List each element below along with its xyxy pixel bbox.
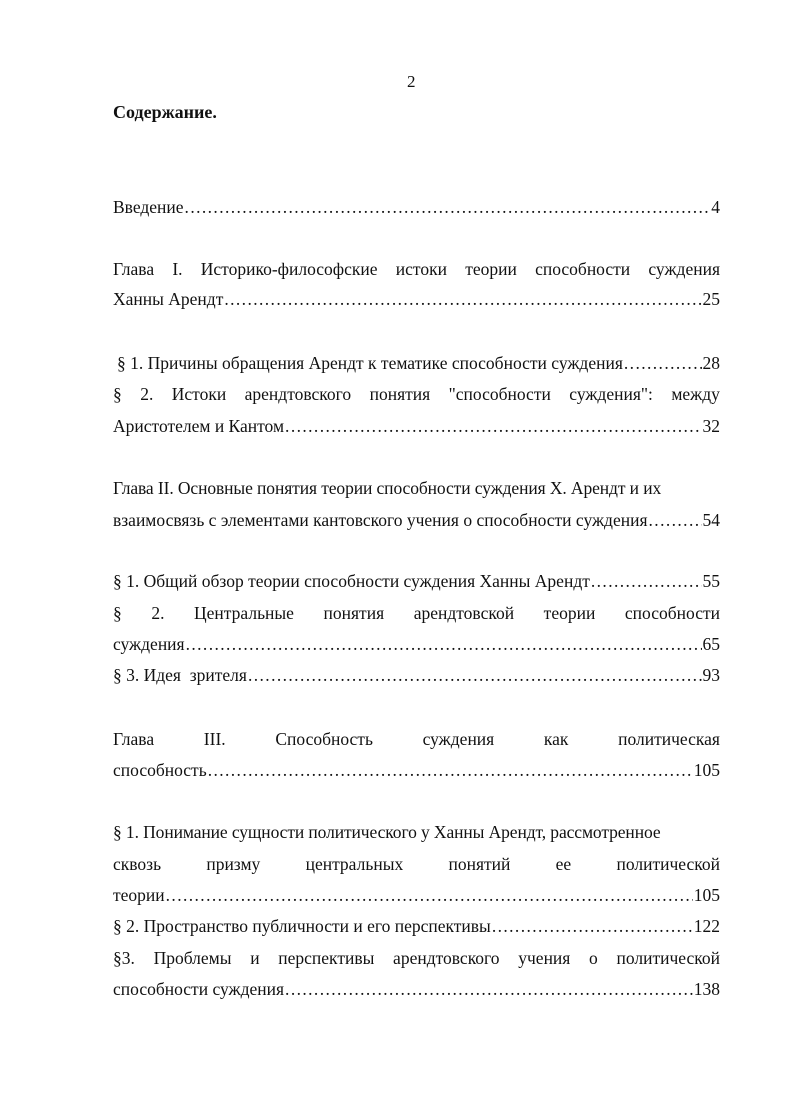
toc-word: Глава	[113, 729, 155, 749]
toc-label: § 1. Причины обращения Арендт к тематике способности суждения	[117, 353, 623, 373]
toc-label: теории	[113, 885, 165, 905]
dot-leader	[649, 509, 702, 531]
toc-entry-ch2-section-2-line2	[113, 633, 720, 655]
dot-leader	[285, 978, 693, 1000]
toc-word: призму	[206, 854, 261, 874]
dot-leader	[185, 196, 711, 218]
toc-entry-ch1-section-2-line2	[113, 415, 720, 437]
toc-page: 32	[702, 416, 720, 436]
page-number: 2	[407, 72, 416, 91]
toc-word: способности	[535, 259, 631, 279]
toc-entry-chapter-2-line2	[113, 509, 720, 531]
toc-word: сквозь	[113, 854, 162, 874]
toc-entry-ch1-section-1	[117, 352, 720, 374]
toc-word: арендтовского	[393, 948, 500, 968]
toc-word: и	[250, 948, 260, 968]
toc-page: 54	[702, 510, 720, 530]
toc-page: 105	[693, 760, 720, 780]
toc-label: суждения	[113, 634, 185, 654]
toc-entry-chapter-1-line2	[113, 288, 720, 310]
toc-entry-ch2-section-3	[113, 664, 720, 686]
toc-entry-chapter-1-line1	[113, 258, 720, 280]
dot-leader	[285, 415, 701, 437]
toc-label: Глава II. Основные понятия теории способности суждения Х. Арендт и их	[113, 478, 662, 498]
toc-entry-ch1-section-2-line1	[113, 383, 720, 405]
dot-leader	[186, 633, 702, 655]
toc-entry-chapter-2-line1	[113, 477, 720, 499]
toc-word: Проблемы	[153, 948, 232, 968]
toc-word: политическая	[618, 729, 720, 749]
toc-word: между	[671, 384, 720, 404]
toc-word: понятий	[448, 854, 511, 874]
toc-page: 93	[702, 665, 720, 685]
toc-entry-intro	[113, 196, 720, 218]
toc-word: 2.	[151, 603, 165, 623]
toc-word: суждения":	[569, 384, 653, 404]
toc-entry-ch3-section-3-line2	[113, 978, 720, 1000]
dot-leader	[248, 664, 702, 686]
toc-label: взаимосвязь с элементами кантовского учения о способности суждения	[113, 510, 648, 530]
toc-word: §	[113, 603, 122, 623]
toc-page: 105	[693, 885, 720, 905]
toc-word: политической	[616, 948, 720, 968]
toc-word: теории	[465, 259, 517, 279]
toc-page: 55	[702, 571, 720, 591]
toc-label: § 2. Пространство публичности и его перспективы	[113, 916, 491, 936]
toc-entry-ch2-section-1	[113, 570, 720, 592]
toc-word: 2.	[140, 384, 154, 404]
toc-label: § 1. Понимание сущности политического у Ханны Арендт, рассмотренное	[113, 822, 661, 842]
toc-entry-ch3-section-3-line1	[113, 947, 720, 969]
toc-word: Центральные	[194, 603, 294, 623]
toc-word: "способности	[448, 384, 551, 404]
toc-word: суждения	[648, 259, 720, 279]
toc-label: способности суждения	[113, 979, 285, 999]
toc-word: I.	[172, 259, 183, 279]
toc-label: § 3. Идея зрителя	[113, 665, 247, 685]
toc-word: ее	[555, 854, 572, 874]
dot-leader	[224, 288, 701, 310]
toc-word: суждения	[422, 729, 495, 749]
toc-entry-ch3-section-2	[113, 915, 720, 937]
toc-page: 122	[693, 916, 720, 936]
toc-word: арендтовской	[413, 603, 515, 623]
toc-word: учения	[518, 948, 571, 968]
toc-label: Введение	[113, 197, 184, 217]
toc-entry-ch3-section-1-line1	[113, 821, 720, 843]
toc-word: теории	[543, 603, 596, 623]
toc-word: понятия	[323, 603, 385, 623]
toc-entry-ch3-section-1-line2	[113, 853, 720, 875]
toc-word: о	[589, 948, 598, 968]
toc-entry-ch3-section-1-line3	[113, 884, 720, 906]
toc-word: арендтовского	[244, 384, 352, 404]
toc-label: Ханны Арендт	[113, 289, 224, 309]
dot-leader	[591, 570, 702, 592]
toc-label: способность	[113, 760, 207, 780]
toc-word: политической	[616, 854, 720, 874]
toc-page: 4	[711, 197, 720, 217]
toc-word: способности	[624, 603, 720, 623]
toc-word: понятия	[369, 384, 431, 404]
toc-label: Аристотелем и Кантом	[113, 416, 285, 436]
toc-word: истоки	[395, 259, 447, 279]
toc-page: 28	[702, 353, 720, 373]
toc-page: 25	[702, 289, 720, 309]
toc-word: Глава	[113, 259, 155, 279]
dot-leader	[208, 759, 693, 781]
toc-word: Способность	[275, 729, 373, 749]
dot-leader	[492, 915, 693, 937]
toc-page: 138	[693, 979, 720, 999]
toc-word: §	[113, 384, 122, 404]
toc-label: § 1. Общий обзор теории способности суждения Ханны Арендт	[113, 571, 590, 591]
toc-word: §3.	[113, 948, 135, 968]
page-title: Содержание.	[113, 102, 217, 122]
dot-leader	[166, 884, 693, 906]
dot-leader	[624, 352, 702, 374]
toc-word: Истоки	[171, 384, 227, 404]
toc-word: перспективы	[278, 948, 375, 968]
toc-entry-chapter-3-line2	[113, 759, 720, 781]
toc-word: центральных	[305, 854, 404, 874]
toc-entry-chapter-3-line1	[113, 728, 720, 750]
toc-word: III.	[203, 729, 226, 749]
toc-entry-ch2-section-2-line1	[113, 602, 720, 624]
toc-word: Историко-философские	[200, 259, 378, 279]
toc-page: 65	[702, 634, 720, 654]
toc-word: как	[543, 729, 569, 749]
